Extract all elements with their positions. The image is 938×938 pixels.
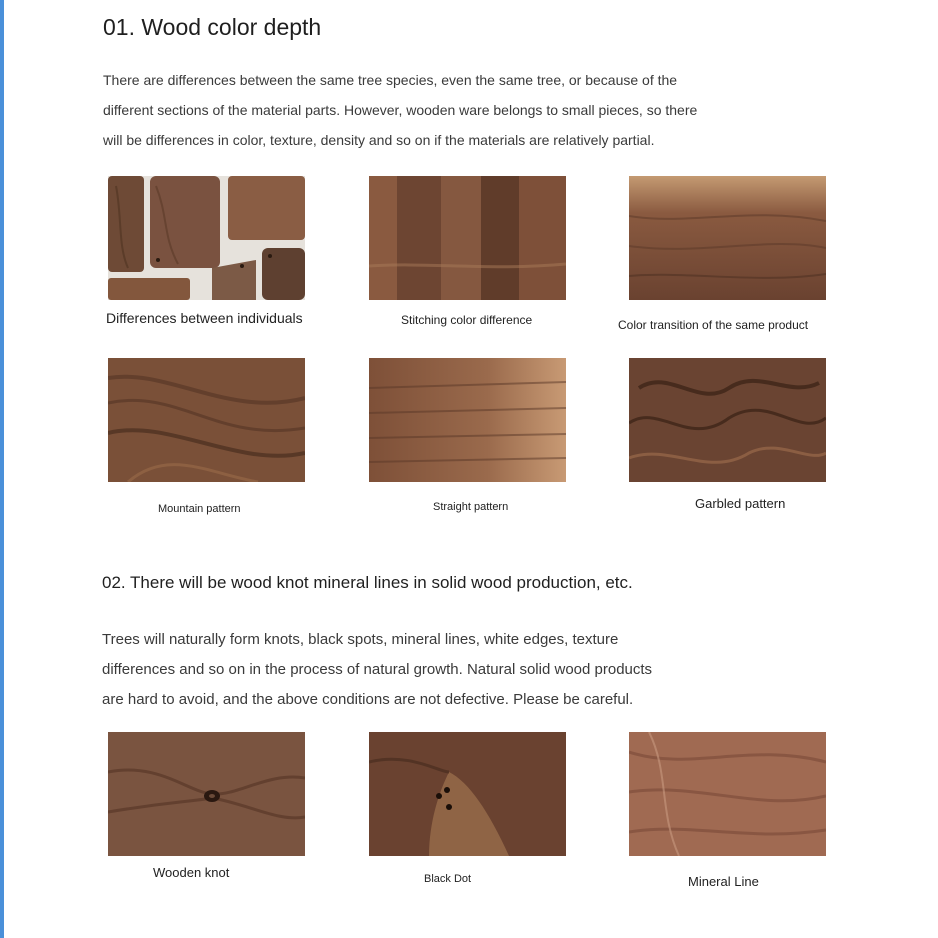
caption-garbled-pattern: Garbled pattern xyxy=(695,496,786,511)
caption-color-transition: Color transition of the same product xyxy=(618,318,809,332)
section2-line: Trees will naturally form knots, black spots, mineral lines, white edges, texture xyxy=(102,631,619,648)
section2-line: are hard to avoid, and the above conditions are not defective. Please be careful. xyxy=(102,691,634,708)
caption-mineral-line: Mineral Line xyxy=(688,874,759,889)
photo-stitching-color-difference xyxy=(369,176,566,300)
caption-wooden-knot: Wooden knot xyxy=(153,865,230,880)
photo-mineral-line xyxy=(629,732,826,856)
photo-wooden-knot xyxy=(108,732,305,856)
section2-line: differences and so on in the process of natural growth. Natural solid wood products xyxy=(102,661,653,678)
section1-line: will be differences in color, texture, density and so on if the materials are relatively partial. xyxy=(103,132,655,148)
left-accent-rule xyxy=(0,0,4,938)
photo-mountain-pattern xyxy=(108,358,305,482)
caption-stitching-color-difference: Stitching color difference xyxy=(401,313,533,327)
photo-color-transition xyxy=(629,176,826,300)
photo-garbled-pattern xyxy=(629,358,826,482)
photo-straight-pattern xyxy=(369,358,566,482)
section2-heading: 02. There will be wood knot mineral lines in solid wood production, etc. xyxy=(102,573,633,592)
caption-straight-pattern: Straight pattern xyxy=(433,501,509,513)
section2-paragraph xyxy=(102,625,652,715)
photo-black-dot xyxy=(369,732,566,856)
section1-paragraph xyxy=(103,65,697,155)
section1-line: There are differences between the same tree species, even the same tree, or because of the xyxy=(103,72,678,88)
caption-differences-between-individuals: Differences between individuals xyxy=(106,310,303,326)
section1-line: different sections of the material parts. However, wooden ware belongs to small pieces, so there xyxy=(103,102,698,118)
caption-black-dot: Black Dot xyxy=(424,873,472,885)
section1-heading: 01. Wood color depth xyxy=(103,14,322,40)
photo-differences-between-individuals xyxy=(108,176,305,300)
caption-mountain-pattern: Mountain pattern xyxy=(158,503,241,515)
